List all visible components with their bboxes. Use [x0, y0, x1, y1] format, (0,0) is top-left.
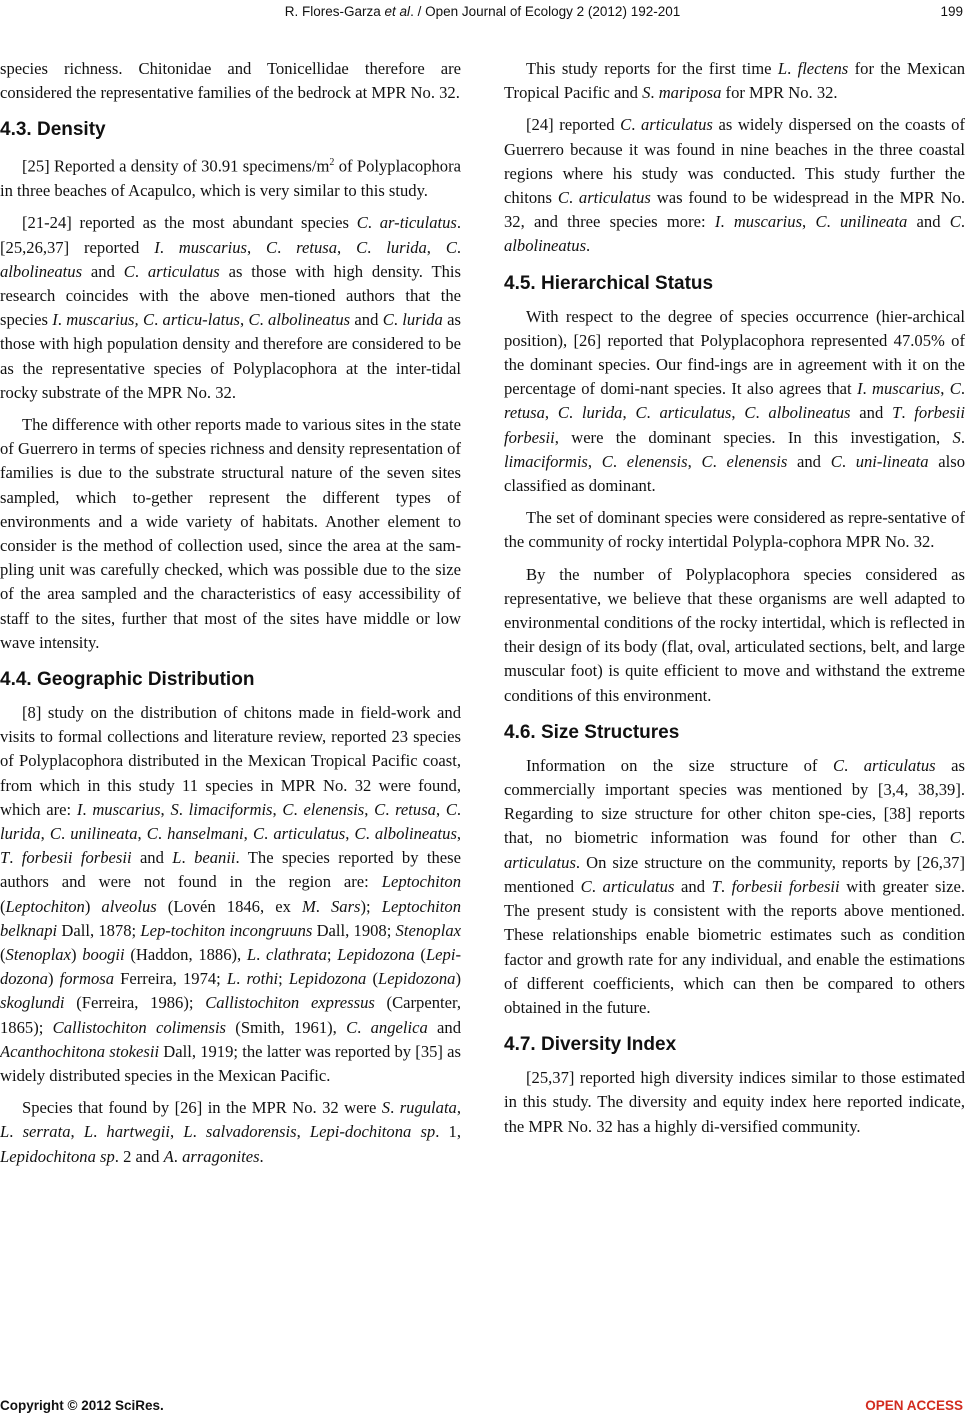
paragraph: species richness. Chitonidae and Tonicellidae therefore are considered the representative families of the bedrock at MPR No. 32. [0, 59, 461, 103]
running-header: R. Flores-Garza et al. / Open Journal of Ecology 2 (2012) 192-201 [284, 4, 681, 19]
paragraph: [25,37] reported high diversity indices similar to those estimated in this study. The diversity and equity index here reported indicate, the MPR No. 32 has a highly di-versified community. [504, 1068, 965, 1136]
paragraph: The difference with other reports made to various sites in the state of Guerrero in terms of species richness and density representation of families is due to the substrate structural nature of the seven sites sampled, which to-gether represent the different types of environments and a wide variety of habitats. Another element to consider is the method of collection used, since the area at the sam-pling unit was carefully checked, which was possible due to the size of the area sampled and the characteristics of easy accessibility of staff to the sites, further that most of the sites have middle or low wave intensity. [0, 414, 461, 652]
page-number: 199 [940, 4, 963, 19]
paragraph: This study reports for the first time L. flectens for the Mexican Tropical Pacific and S. mariposa for MPR No. 32. [504, 59, 965, 103]
right-column [504, 57, 965, 1147]
section-heading-diversity-index: 4.7. Diversity Index [504, 1034, 677, 1056]
open-access-label: OPEN ACCESS [865, 1398, 963, 1413]
paragraph: [21-24] reported as the most abundant species C. ar-ticulatus. [25,26,37] reported I. muscarius, C. retusa, C. lurida, C. albolineatus and C. articulatus as those with high density. This research coincides with the above men-tioned authors that the species I. muscarius, C. articu-latus, C. albolineatus and C. lurida as those with high population density and therefore are considered to be as the representative species of Polyplacophora at the inter-tidal rocky substrate of the MPR No. 32. [0, 213, 462, 402]
section-heading-hierarchical-status: 4.5. Hierarchical Status [504, 272, 714, 294]
paragraph: By the number of Polyplacophora species considered as representative, we believe that these organisms are well adapted to environmental conditions of the rocky intertidal, which is reflected in their design of its body (flat, oval, articulated sections, belt, and large muscular foot) is quite efficient to move and withstand the extreme conditions of this environment. [504, 564, 965, 705]
paragraph: [8] study on the distribution of chitons made in field-work and visits to formal collections and literature review, reported 23 species of Polyplacophora distributed in the Mexican Tropical Pacific coast, from which in this study 11 species in MPR No. 32 were found, which are: I. muscarius, S. limaciformis, C. elenensis, C. retusa, C. lurida, C. unilineata, C. hanselmani, C. articulatus, C. albolineatus, T. forbesii forbesii and L. beanii. The species reported by these authors and were not found in the region are: Leptochiton (Leptochiton) alveolus (Lovén 1846, ex M. Sars); Leptochiton belknapi Dall, 1878; Lep-tochiton incongruuns Dall, 1908; Stenoplax (Stenoplax) boogii (Haddon, 1886), L. clathrata; Lepidozona (Lepi-dozona) formosa Ferreira, 1974; L. rothi; Lepidozona (Lepidozona) skoglundi (Ferreira, 1986); Callistochiton expressus (Carpenter, 1865); Callistochiton colimensis (Smith, 1961), C. angelica and Acanthochitona stokesii Dall, 1919; the latter was reported by [35] as widely distributed species in the Mexican Pacific. [0, 703, 462, 1086]
section-heading-size-structures: 4.6. Size Structures [504, 721, 680, 743]
paragraph: With respect to the degree of species occurrence (hier-archical position), [26] reported that Polyplacophora represented 47.05% of the dominant species. Our find-ings are in agreement with it on the percentage of domi-nant species. It also agrees that I. muscarius, C. retusa, C. lurida, C. articulatus, C. albolineatus and T. forbesii forbesii, were the dominant species. In this investigation, S. limaciformis, C. elenensis, C. elenensis and C. uni-lineata also classified as dominant. [504, 306, 965, 496]
paragraph: [25] Reported a density of 30.91 specimens/$m^2$ of Polyplacophora in three beaches of Acapulco, which is very similar to this study. [0, 156, 461, 201]
paragraph: Species that found by [26] in the MPR No. 32 were S. rugulata, L. serrata, L. hartwegii, L. salvadorensis, Lepi-dochitona sp. 1, Lepidochitona sp. 2 and A. arragonites. [0, 1098, 462, 1166]
copyright-notice: Copyright © 2012 SciRes. [0, 1398, 164, 1413]
section-heading-geographic-distribution: 4.4. Geographic Distribution [0, 669, 255, 690]
paragraph: The set of dominant species were considered as repre-sentative of the community of rocky intertidal Polypla-cophora MPR No. 32. [504, 508, 965, 552]
paragraph: [24] reported C. articulatus as widely dispersed on the coasts of Guerrero because it was found in nine beaches in the three coastal regions where his study was conducted. This study further the chitons C. articulatus was found to be widespread in the MPR No. 32, and three species more: I. muscarius, C. unilineata and C. albolineatus. [504, 115, 965, 256]
section-heading-density: 4.3. Density [0, 119, 106, 141]
left-column [0, 57, 461, 1177]
paragraph: Information on the size structure of C. articulatus as commercially important species was mentioned by [3,4, 38,39]. Regarding to size structure for other chiton spe-cies, [38] reports that, no biometric information was found for other than C. articulatus. On size structure on the community, reports by [26,37] mentioned C. articulatus and T. forbesii forbesii with greater size. The present study is consistent with the reports above mentioned. These relationships enable biometric estimates such as condition factor and growth rate for any individual, and enable the estimations of different coefficients, which can then be compared to others obtained in the future. [504, 755, 965, 1017]
